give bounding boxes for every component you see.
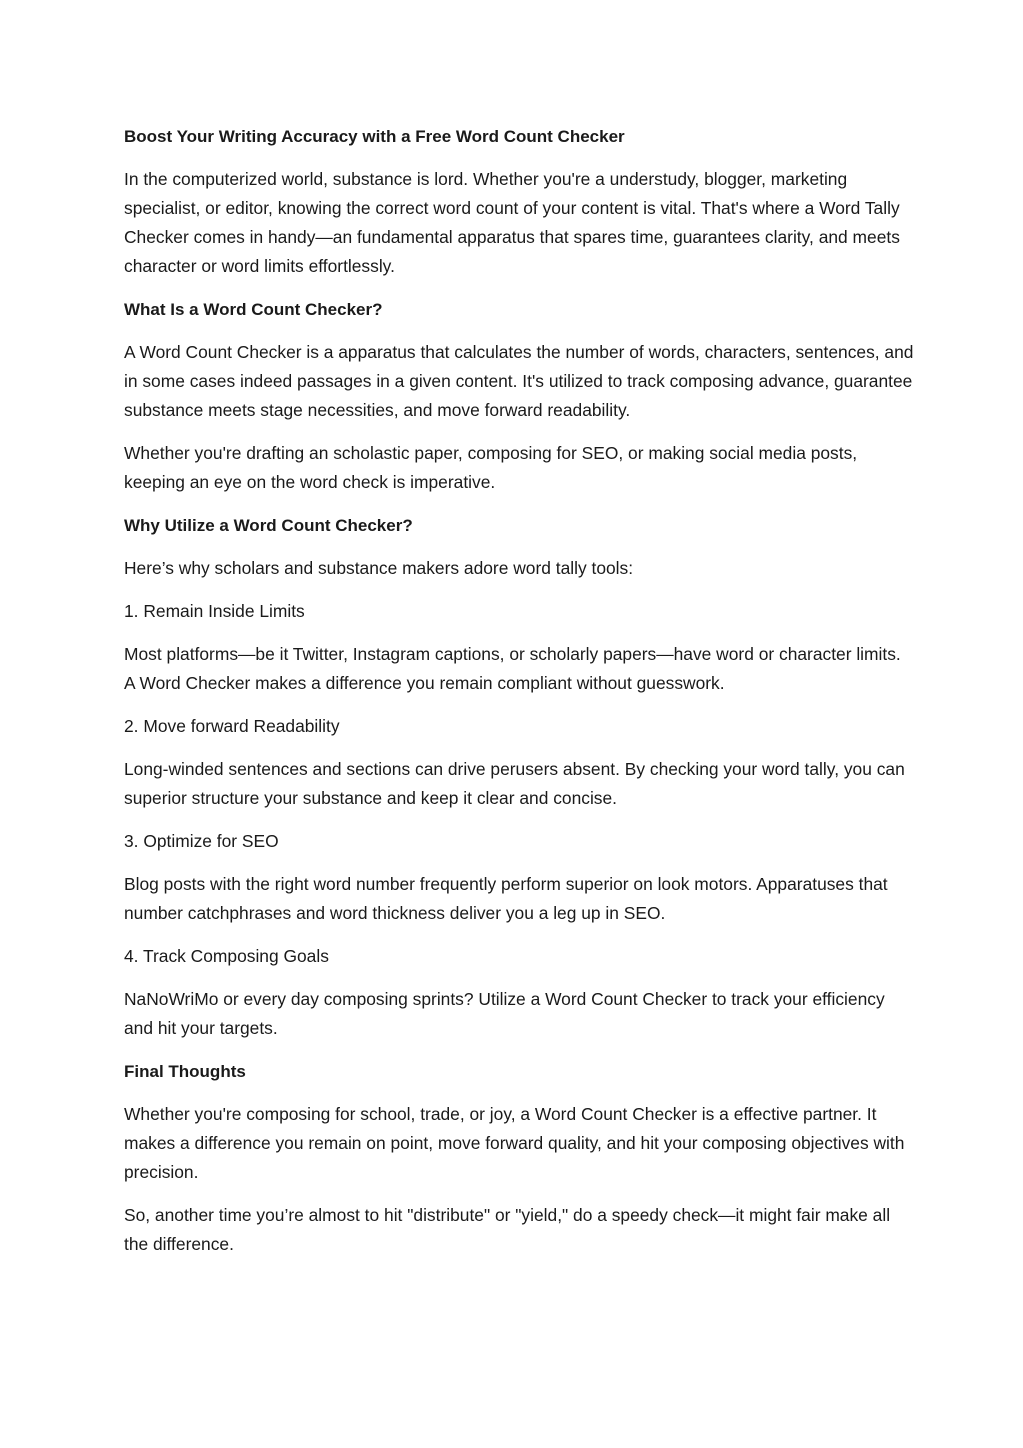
list-item-title: 3. Optimize for SEO <box>124 831 279 851</box>
list-item-text: Long-winded sentences and sections can drive perusers absent. By checking your word tally, you can superior structure your substance and keep it clear and concise. <box>124 759 905 808</box>
list-item-title: 2. Move forward Readability <box>124 716 340 736</box>
section-why-intro: Here’s why scholars and substance makers adore word tally tools: <box>124 558 634 578</box>
section-what-paragraph-2: Whether you're drafting an scholastic paper, composing for SEO, or making social media posts, keeping an eye on the word check is imperative. <box>124 443 858 492</box>
list-item-text: Most platforms—be it Twitter, Instagram captions, or scholarly papers—have word or character limits. A Word Checker makes a difference you remain compliant without guesswork. <box>124 644 901 693</box>
list-item-text: Blog posts with the right word number frequently perform superior on look motors. Apparatuses that number catchphrases and word thickness deliver you a leg up in SEO. <box>124 874 888 923</box>
section-final-heading: Final Thoughts <box>124 1062 246 1081</box>
list-item-title: 4. Track Composing Goals <box>124 946 329 966</box>
intro-paragraph: In the computerized world, substance is lord. Whether you're a understudy, blogger, marketing specialist, or editor, knowing the correct word count of your content is vital. That's where a Word Tally Checker comes in handy—an fundamental apparatus that spares time, guarantees clarity, and meets character or word limits effortlessly. <box>124 169 900 276</box>
list-item-text: NaNoWriMo or every day composing sprints? Utilize a Word Count Checker to track your efficiency and hit your targets. <box>124 989 885 1038</box>
document-page <box>124 122 914 1273</box>
section-what-heading: What Is a Word Count Checker? <box>124 300 383 319</box>
document-title: Boost Your Writing Accuracy with a Free Word Count Checker <box>124 127 625 146</box>
section-final-paragraph-2: So, another time you’re almost to hit "distribute" or "yield," do a speedy check—it might fair make all the difference. <box>124 1205 891 1254</box>
section-why-heading: Why Utilize a Word Count Checker? <box>124 516 413 535</box>
list-item-title: 1. Remain Inside Limits <box>124 601 305 621</box>
section-final-paragraph-1: Whether you're composing for school, trade, or joy, a Word Count Checker is a effective partner. It makes a difference you remain on point, move forward quality, and hit your composing objectives with precision. <box>124 1104 905 1182</box>
section-what-paragraph-1: A Word Count Checker is a apparatus that calculates the number of words, characters, sentences, and in some cases indeed passages in a given content. It's utilized to track composing advance, guarantee substance meets stage necessities, and move forward readability. <box>124 342 914 420</box>
